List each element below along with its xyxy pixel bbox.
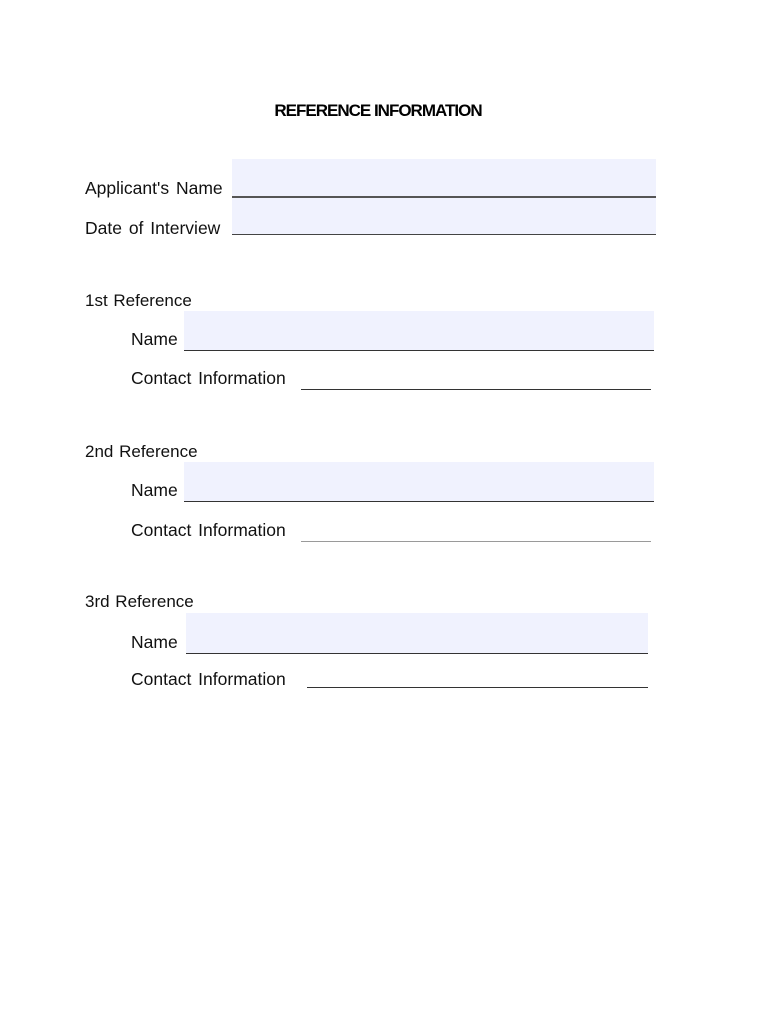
reference-2-contact-field[interactable] — [301, 520, 651, 542]
reference-3-contact-field[interactable] — [307, 666, 648, 688]
reference-2-contact-label: Contact Information — [131, 520, 286, 540]
reference-3-name-label: Name — [131, 632, 178, 652]
interview-date-label: Date of Interview — [85, 218, 221, 238]
reference-1-contact-label: Contact Information — [131, 368, 286, 388]
reference-1-name-field[interactable] — [184, 311, 654, 351]
reference-3-heading: 3rd Reference — [85, 592, 194, 611]
applicant-name-label: Applicant's Name — [85, 178, 223, 198]
reference-2-name-field[interactable] — [184, 462, 654, 502]
reference-2-heading: 2nd Reference — [85, 442, 198, 461]
reference-1-contact-field[interactable] — [301, 368, 651, 390]
reference-1-heading: 1st Reference — [85, 291, 192, 310]
reference-1-name-label: Name — [131, 329, 178, 349]
page-title: REFERENCE INFORMATION — [274, 101, 482, 120]
reference-3-contact-label: Contact Information — [131, 669, 286, 689]
interview-date-field[interactable] — [232, 198, 656, 235]
reference-2-name-label: Name — [131, 480, 178, 500]
applicant-name-field[interactable] — [232, 159, 656, 198]
reference-3-name-field[interactable] — [186, 613, 648, 654]
